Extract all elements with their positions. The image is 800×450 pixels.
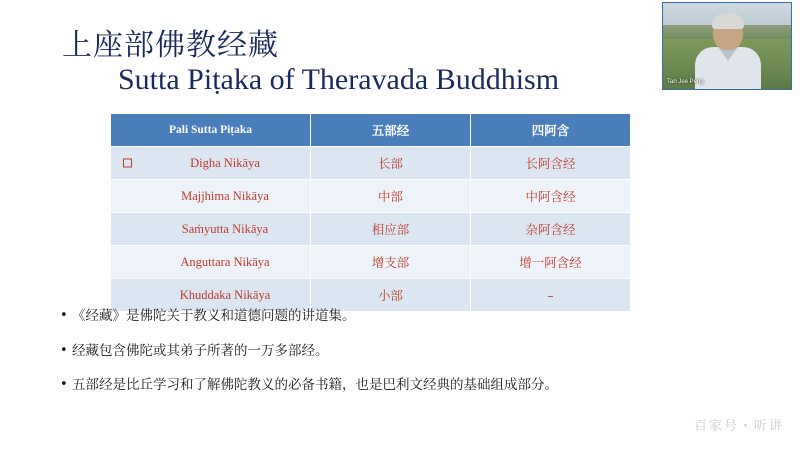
- checkbox-marker-icon: [123, 159, 132, 168]
- bullet-dot-icon: •: [60, 308, 68, 323]
- table-row: [111, 246, 631, 279]
- cell-pali-name: Khuddaka Nikāya: [111, 279, 311, 312]
- cell-four-agama: 长阿含经: [471, 147, 631, 180]
- table-row: [111, 147, 631, 180]
- sutta-table: [110, 113, 631, 312]
- page-title-english: Sutta Piṭaka of Theravada Buddhism: [118, 63, 560, 96]
- webcam-video-overlay[interactable]: [662, 2, 792, 90]
- bullet-dot-icon: •: [60, 377, 68, 393]
- list-item-text: 经藏包含佛陀或其弟子所著的一万多部经。: [72, 342, 329, 359]
- list-item: [60, 308, 760, 326]
- list-item: [60, 343, 760, 361]
- cell-four-agama: 增一阿含经: [471, 246, 631, 279]
- cell-four-agama: –: [471, 279, 631, 312]
- cell-five-nikaya: 小部: [311, 279, 471, 312]
- cell-pali-name: Saṁyutta Nikāya: [111, 213, 311, 246]
- presenter-name-label: Tan Jee Peng: [667, 79, 704, 85]
- list-item-text: 《经藏》是佛陀关于教义和道德问题的讲道集。: [72, 308, 356, 324]
- table-row: [111, 213, 631, 246]
- column-header-pali: Pali Sutta Piṭaka: [111, 114, 311, 147]
- list-item: [60, 377, 760, 395]
- table-header-row: [111, 114, 631, 147]
- watermark-label: 百家号・听讲: [693, 419, 784, 434]
- cell-pali-name: Majjhima Nikāya: [111, 180, 311, 213]
- cell-five-nikaya: 增支部: [311, 246, 471, 279]
- presenter-hair: [712, 13, 744, 29]
- list-item-text: 五部经是比丘学习和了解佛陀教义的必备书籍，也是巴利文经典的基础组成部分。: [72, 377, 558, 394]
- cell-pali-name: [111, 147, 311, 180]
- table-row: [111, 180, 631, 213]
- cell-five-nikaya: 中部: [311, 180, 471, 213]
- cell-four-agama: 中阿含经: [471, 180, 631, 213]
- cell-pali-name: Anguttara Nikāya: [111, 246, 311, 279]
- cell-text: Digha Nikāya: [190, 155, 260, 170]
- cell-five-nikaya: 相应部: [311, 213, 471, 246]
- table-row: [111, 279, 631, 312]
- page-title-chinese: 上座部佛教经藏: [62, 28, 279, 63]
- column-header-four-agamas: 四阿含: [471, 114, 631, 147]
- cell-five-nikaya: 长部: [311, 147, 471, 180]
- column-header-five-nikayas: 五部经: [311, 114, 471, 147]
- bullet-list: [60, 308, 760, 412]
- cell-four-agama: 杂阿含经: [471, 213, 631, 246]
- bullet-dot-icon: •: [60, 342, 68, 358]
